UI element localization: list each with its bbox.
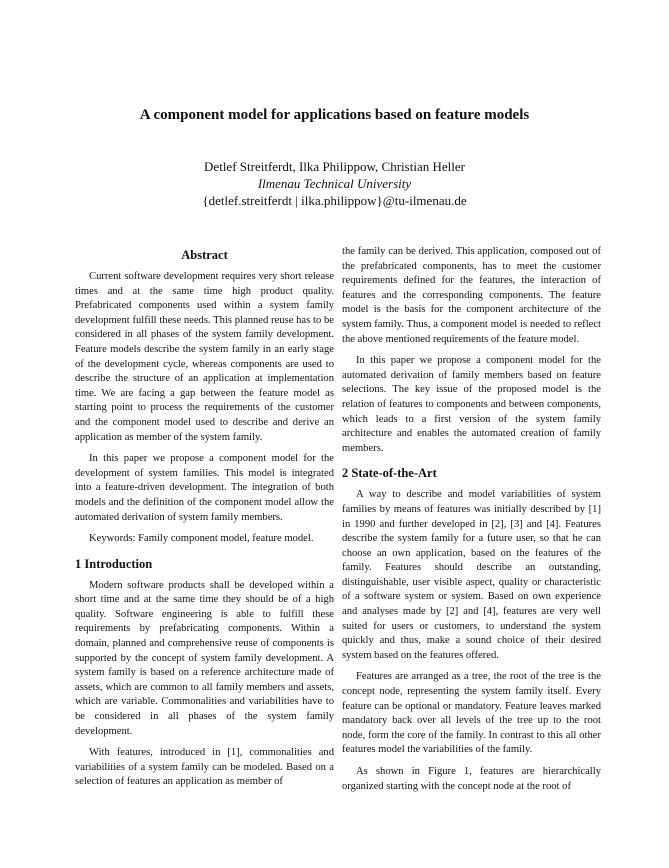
state-paragraph-1: A way to describe and model variabilities of system families by means of features was initially described by [1] in 1990 and further developed in [2], [3] and [4]. Features describe the system family for a future user, so that he can choose an own application, based on the features of the family. Features should describe an outstanding, distinguishable, user visible aspect, quality or characteristic of a software system or system. Based on own experience and analyses made by [2] and [4], features are very well suited for users or customers, to understand the system quickly and thus, make a sound choice of their desired system based on the features offered.: [342, 489, 601, 661]
state-paragraph-2: Features are arranged as a tree, the root of the tree is the concept node, representing the system family itself. Every feature can be optional or mandatory. Feature leaves marked mandatory back over all levels of the tree up to the root node, form the core of the family. In contrast to this all other features model the variabilities of the family.: [342, 671, 601, 756]
introduction-paragraph-1: Modern software products shall be developed within a short time and at the same time they should be of a high quality. Software engineering is able to fulfill these requirements by prefabricating components. Within a domain, planned and comprehensive reuse of components is supported by the concept of system family development. A system family is based on a reference architecture made of assets, which are common to all family members and assets, which are variable. Commonalities and variabilities have to be considered in all phases of the system family development.: [75, 579, 334, 737]
author-block: [0, 158, 669, 209]
introduction-paragraph-4: In this paper we propose a component model for the automated derivation of family members based on feature selections. The key issue of the proposed model is the relation of features to components and between components, which leads to a first version of the system family architecture and enables the automated creation of family members.: [342, 355, 601, 454]
introduction-paragraph-2: With features, introduced in [1], commonalities and variabilities of a system family can be modeled. Based on a selection of features an application as member of: [75, 747, 334, 788]
abstract-heading: Abstract: [181, 248, 228, 262]
right-column: [342, 245, 601, 801]
state-paragraph-3: As shown in Figure 1, features are hierarchically organized starting with the concept node at the root of: [342, 766, 601, 792]
introduction-paragraph-3: the family can be derived. This application, composed out of the prefabricated components, has to meet the customer requirements defined for the features, the interaction of features and the corresponding components. The feature model is the basis for the component architecture of the system family. Thus, a component model is needed to reflect the above mentioned requirements of the feature model.: [342, 246, 601, 345]
paper-title: A component model for applications based on feature models: [139, 107, 530, 123]
left-column: [75, 247, 334, 797]
keywords: Keywords: Family component model, feature model.: [89, 533, 314, 545]
author-affiliation: Ilmenau Technical University: [257, 176, 412, 191]
state-of-the-art-heading: 2 State-of-the-Art: [342, 466, 437, 481]
introduction-heading: 1 Introduction: [75, 556, 153, 571]
author-email: {detlef.streitferdt | ilka.philippow}@tu-ilmenau.de: [202, 193, 467, 208]
abstract-paragraph-2: In this paper we propose a component model for the development of system families. This model is integrated into a feature-driven development. The integration of both models and the definition of the component model allow the automated derivation of system family members.: [75, 453, 334, 523]
abstract-paragraph-1: Current software development requires very short release times and at the same time high product quality. Prefabricated components used within a system family development fulfill these needs. This planned reuse has to be considered in all phases of the system family development. Feature models describe the system family in an early stage of the development cycle, whereas components are used to describe the structure of an application at implementation time. We are facing a gap between the feature model as starting point to process the requirements of the customer and the component model used to describe and derive an application as member of the system family.: [75, 271, 334, 443]
author-names: Detlef Streitferdt, Ilka Philippow, Christian Heller: [204, 159, 465, 174]
